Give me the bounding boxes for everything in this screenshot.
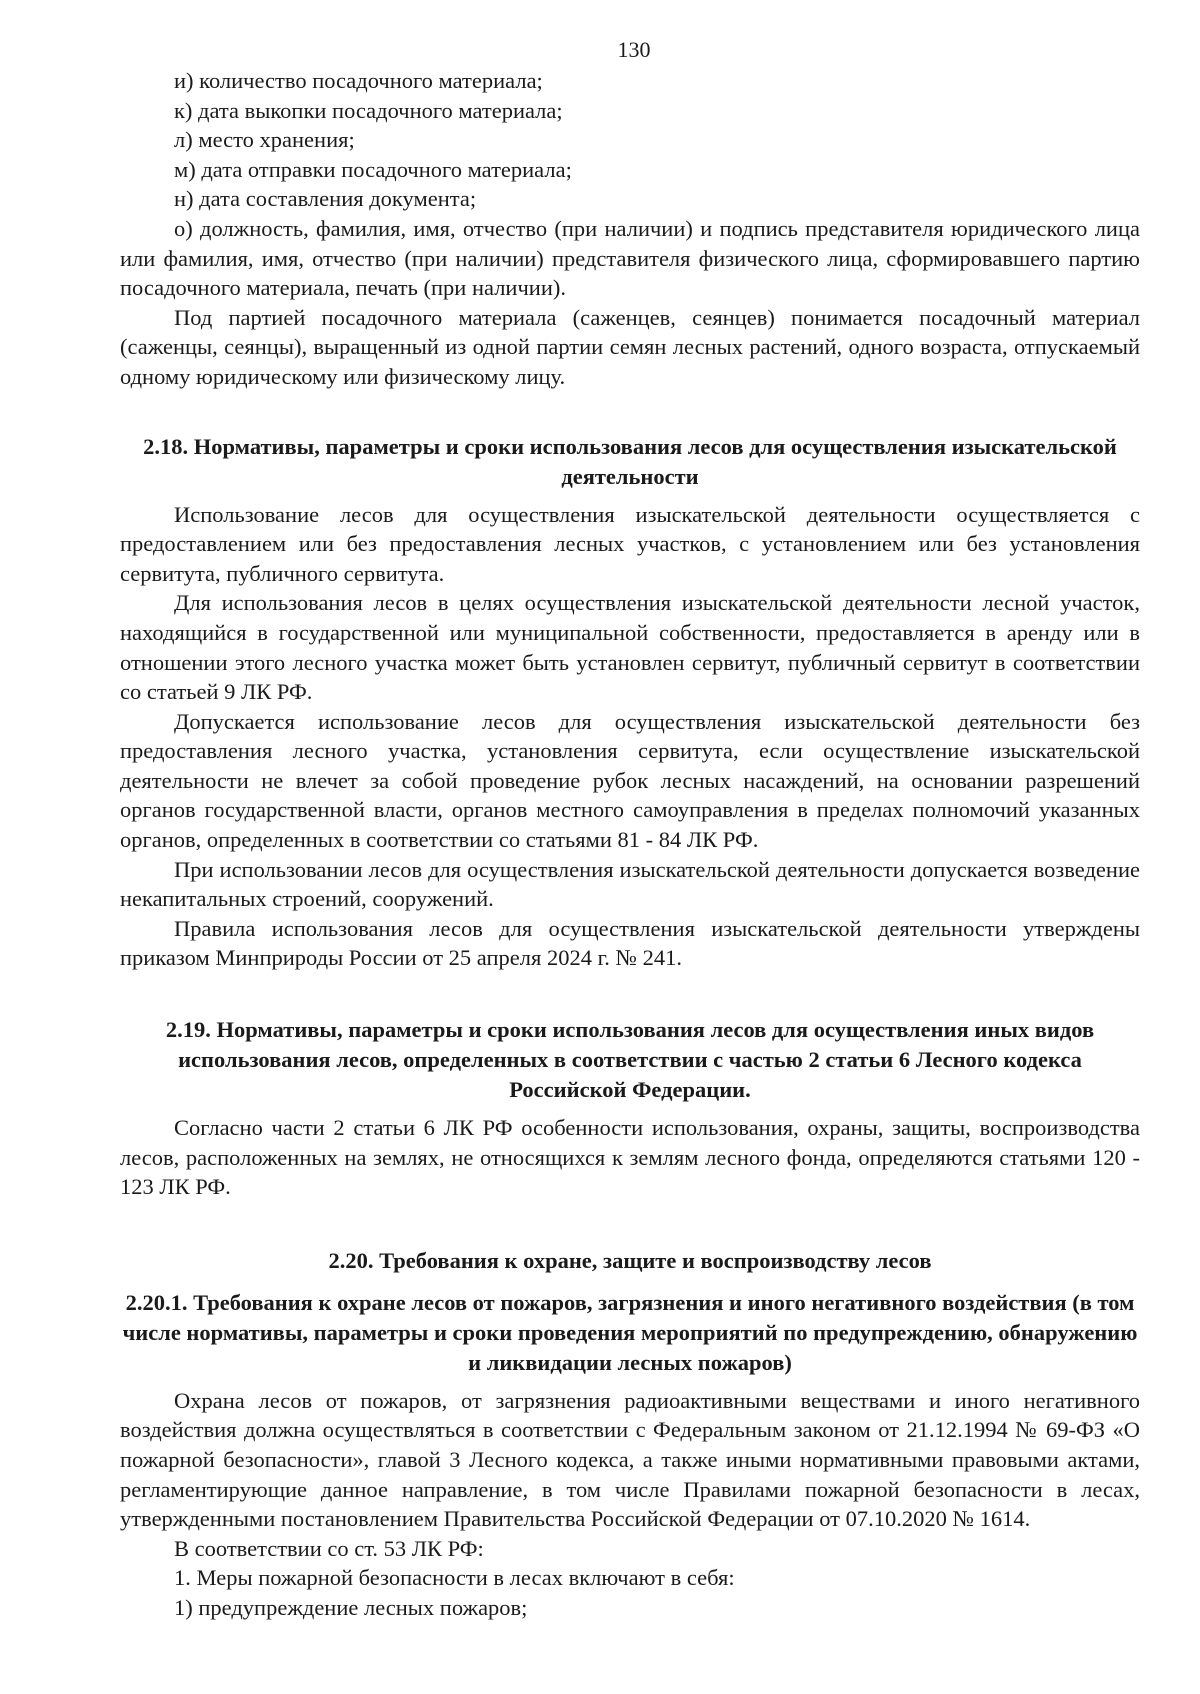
section-2-18-paragraph: Использование лесов для осуществления изыскательской деятельности осуществляется с предоставлением или без предоставления лесных участков, с установлением или без установления сервитута, публичного сервитута.: [120, 501, 1140, 586]
list-item-n: н) дата составления документа;: [174, 186, 477, 212]
section-2-20-1-paragraph: В соответствии со ст. 53 ЛК РФ:: [174, 1535, 484, 1561]
batch-definition-paragraph: Под партией посадочного материала (саженцев, сеянцев) понимается посадочный материал (саженцы, сеянцы), выращенный из одной партии семян лесных растений, одного возраста, отпускаемый одному юридическому или физическому лицу.: [120, 304, 1140, 389]
section-2-20-1-paragraph: Охрана лесов от пожаров, от загрязнения радиоактивными веществами и иного негативного воздействия должна осуществляться в соответствии с Федеральным законом от 21.12.1994 № 69-ФЗ «О пожарной безопасности», главой 3 Лесного кодекса, а также иными нормативными правовыми актами, регламентирующие данное направление, в том числе Правилами пожарной безопасности в лесах, утвержденными постановлением Правительства Российской Федерации от 07.10.2020 № 1614.: [120, 1387, 1140, 1532]
section-2-20-heading: 2.20. Требования к охране, защите и воспроизводству лесов: [328, 1247, 932, 1273]
section-2-18-paragraph: Для использования лесов в целях осуществления изыскательской деятельности лесной участок, находящийся в государственной или муниципальной собственности, предоставляется в аренду или в отношении этого лесного участка может быть установлен сервитут, публичный сервитут в соответствии со статьей 9 ЛК РФ.: [120, 590, 1140, 705]
list-item-i: и) количество посадочного материала;: [174, 68, 543, 93]
section-2-18-paragraph: Допускается использование лесов для осуществления изыскательской деятельности без предоставления лесного участка, установления сервитута, если осуществление изыскательской деятельности не влечет за собой проведение рубок лесных насаждений, на основании разрешений органов государственной власти, органов местного самоуправления в пределах полномочий указанных органов, определенных в соответствии со статьями 81 - 84 ЛК РФ.: [120, 708, 1140, 853]
section-2-18-heading: 2.18. Нормативы, параметры и сроки использования лесов для осуществления изыскательской деятельности: [143, 433, 1117, 489]
document-page: [120, 36, 1140, 1623]
section-2-19-paragraph: Согласно части 2 статьи 6 ЛК РФ особенности использования, охраны, защиты, воспроизводства лесов, расположенных на землях, не относящихся к землям лесного фонда, определяются статьями 120 - 123 ЛК РФ.: [120, 1115, 1140, 1200]
list-item-k: к) дата выкопки посадочного материала;: [174, 97, 563, 123]
section-2-19-heading: 2.19. Нормативы, параметры и сроки использования лесов для осуществления иных видов использования лесов, определенных в соответствии с частью 2 статьи 6 Лесного кодекса Российской Федерации.: [165, 1017, 1095, 1103]
list-item-l: л) место хранения;: [174, 127, 355, 153]
list-item-o: о) должность, фамилия, имя, отчество (при наличии) и подпись представителя юридического лица или фамилия, имя, отчество (при наличии) представителя физического лица, сформировавшего партию посадочного материала, печать (при наличии).: [120, 215, 1140, 301]
list-item-m: м) дата отправки посадочного материала;: [174, 156, 572, 182]
section-2-20-1-heading: 2.20.1. Требования к охране лесов от пожаров, загрязнения и иного негативного воздействия (в том числе нормативы, параметры и сроки проведения мероприятий по предупреждению, обнаружению и ликвидации лесных пожаров): [122, 1289, 1138, 1375]
section-2-18-paragraph: Правила использования лесов для осуществления изыскательской деятельности утверждены приказом Минприроды России от 25 апреля 2024 г. № 241.: [120, 915, 1140, 971]
section-2-20-1-paragraph: 1) предупреждение лесных пожаров;: [174, 1594, 528, 1620]
section-2-18-paragraph: При использовании лесов для осуществления изыскательской деятельности допускается возведение некапитальных строений, сооружений.: [120, 856, 1140, 912]
section-2-20-1-paragraph: 1. Меры пожарной безопасности в лесах включают в себя:: [174, 1565, 735, 1591]
page-number: 130: [617, 37, 651, 62]
